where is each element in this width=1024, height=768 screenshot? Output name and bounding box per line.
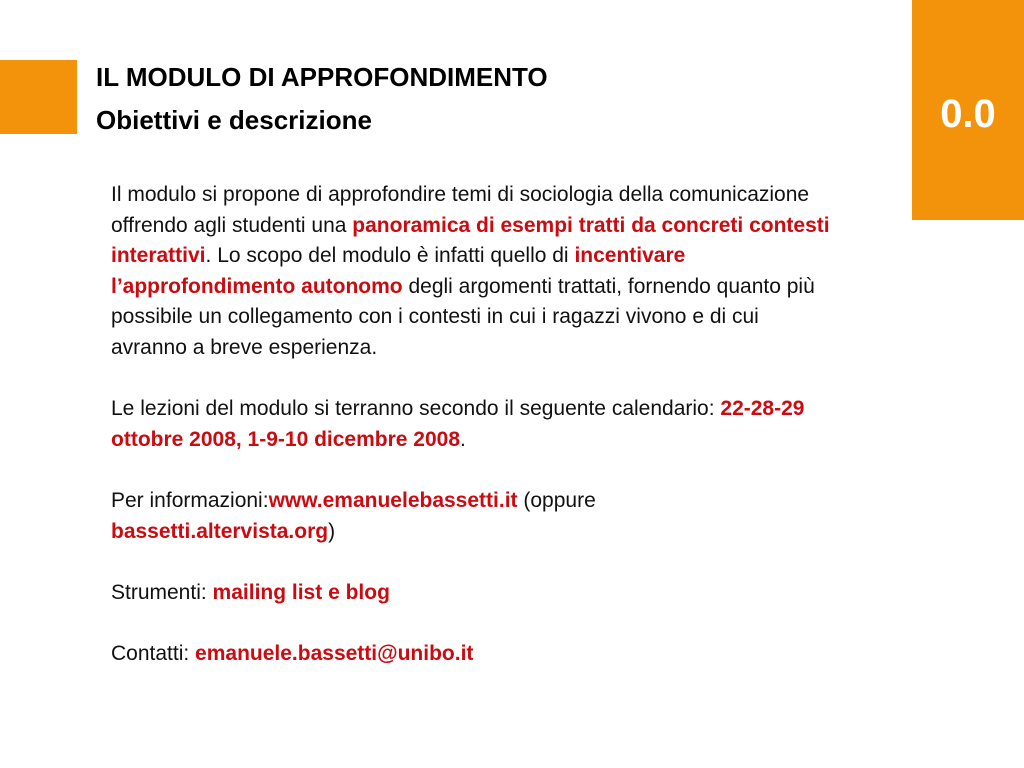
info-site-link[interactable]: www.emanuelebassetti.it xyxy=(268,488,518,512)
slide-title: IL MODULO DI APPROFONDIMENTO xyxy=(96,62,548,92)
info-alt-close: ) xyxy=(328,519,336,543)
info-paragraph xyxy=(111,486,831,547)
intro-text-2: . Lo scopo del modulo è infatti quello di xyxy=(205,244,575,268)
schedule-dates: 22-28-29 ottobre 2008, 1-9-10 dicembre 2008 xyxy=(111,397,805,451)
intro-highlight-approfondimento: incentivare l’approfondimento autonomo xyxy=(111,244,686,298)
slide-number: 0.0 xyxy=(940,92,996,136)
info-alt-site-link[interactable]: bassetti.altervista.org xyxy=(111,519,329,543)
info-alt-open: (oppure xyxy=(517,488,596,512)
tools-paragraph xyxy=(111,578,831,609)
slide-subtitle: Obiettivi e descrizione xyxy=(96,105,372,135)
contacts-email-link[interactable]: emanuele.bassetti@unibo.it xyxy=(195,641,474,665)
tools-value: mailing list e blog xyxy=(212,580,390,604)
intro-paragraph xyxy=(111,180,831,364)
intro-highlight-panoramica: panoramica di esempi tratti da concreti contesti interattivi xyxy=(111,213,830,268)
tools-label: Strumenti: xyxy=(111,580,213,604)
schedule-paragraph xyxy=(111,394,831,455)
contacts-paragraph xyxy=(111,639,831,670)
left-accent-block xyxy=(0,60,77,134)
contacts-label: Contatti: xyxy=(111,641,196,665)
info-label: Per informazioni: xyxy=(111,488,269,512)
slide-body xyxy=(111,180,831,670)
schedule-end: . xyxy=(460,427,466,451)
schedule-text: Le lezioni del modulo si terranno secondo il seguente calendario: xyxy=(111,397,721,421)
intro-text-3: degli argomenti trattati, fornendo quanto più possibile un collegamento con i contesti in cui i ragazzi vivono e di cui avranno a breve esperienza. xyxy=(111,274,815,359)
intro-text-1: Il modulo si propone di approfondire temi di sociologia della comunicazione offrendo agli studenti una xyxy=(111,183,810,237)
